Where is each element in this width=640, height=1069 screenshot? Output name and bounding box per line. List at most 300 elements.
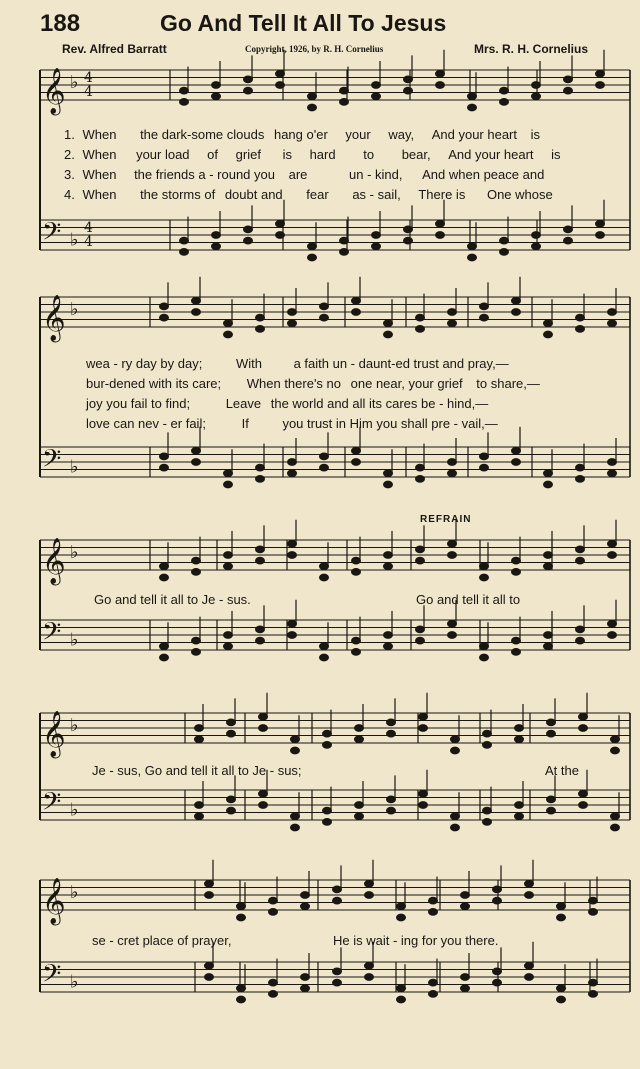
note-head	[493, 897, 502, 904]
note-head	[160, 464, 169, 471]
note-head	[532, 82, 541, 89]
note-head	[224, 320, 233, 327]
note-head	[384, 643, 393, 650]
note-head	[596, 220, 605, 227]
note-head	[259, 790, 268, 797]
note-head	[192, 637, 201, 644]
note-head	[320, 574, 329, 581]
note-head	[512, 648, 521, 655]
note-head	[480, 643, 489, 650]
flat-icon: ♭	[70, 229, 79, 251]
note-head	[429, 897, 438, 904]
note-head	[416, 314, 425, 321]
note-head	[448, 309, 457, 316]
note-head	[320, 314, 329, 321]
note-head	[419, 802, 428, 809]
verse-3-line-1: 3. When the friends a - round you are un - kind, And when peace and	[64, 167, 545, 182]
note-head	[515, 813, 524, 820]
note-head	[436, 220, 445, 227]
note-head	[301, 985, 310, 992]
note-head	[160, 303, 169, 310]
bass-clef-icon: 𝄢	[42, 217, 62, 253]
note-head	[308, 93, 317, 100]
note-head	[480, 574, 489, 581]
note-head	[611, 824, 620, 831]
note-head	[589, 908, 598, 915]
note-head	[333, 886, 342, 893]
note-head	[180, 98, 189, 105]
flat-icon: ♭	[70, 715, 79, 736]
note-head	[387, 730, 396, 737]
note-head	[237, 914, 246, 921]
note-head	[493, 968, 502, 975]
bass-clef-icon: 𝄢	[42, 959, 62, 995]
note-head	[288, 552, 297, 559]
note-head	[500, 98, 509, 105]
note-head	[259, 725, 268, 732]
note-head	[384, 470, 393, 477]
note-head	[547, 796, 556, 803]
note-head	[276, 70, 285, 77]
note-head	[372, 82, 381, 89]
verse-2-line-2: bur-dened with its care; When there's no one near, your grief to share,—	[86, 376, 540, 391]
note-head	[192, 309, 201, 316]
note-head	[448, 540, 457, 547]
note-head	[320, 643, 329, 650]
note-head	[256, 637, 265, 644]
note-head	[480, 453, 489, 460]
composer-credit: Mrs. R. H. Cornelius	[474, 42, 589, 56]
note-head	[352, 459, 361, 466]
verse-4-line-1: 4. When the storms of doubt and fear as - sail, There is One whose	[64, 187, 553, 202]
note-head	[448, 620, 457, 627]
note-head	[461, 903, 470, 910]
note-head	[448, 470, 457, 477]
note-head	[212, 232, 221, 239]
note-head	[461, 892, 470, 899]
note-head	[397, 985, 406, 992]
refrain-line-5: se - cret place of prayer,	[92, 933, 232, 948]
note-head	[436, 82, 445, 89]
note-head	[576, 626, 585, 633]
note-head	[340, 98, 349, 105]
note-head	[256, 314, 265, 321]
note-head	[192, 557, 201, 564]
note-head	[557, 996, 566, 1003]
note-head	[544, 470, 553, 477]
note-head	[404, 87, 413, 94]
note-head	[291, 813, 300, 820]
hymn-title: Go And Tell It All To Jesus	[160, 10, 447, 36]
note-head	[192, 568, 201, 575]
note-head	[576, 557, 585, 564]
note-head	[301, 974, 310, 981]
note-head	[397, 914, 406, 921]
refrain-line-1: Go and tell it all to Je - sus.	[94, 592, 251, 607]
note-head	[160, 654, 169, 661]
note-head	[547, 719, 556, 726]
note-head	[387, 719, 396, 726]
note-head	[224, 331, 233, 338]
note-head	[525, 892, 534, 899]
note-head	[480, 464, 489, 471]
refrain-line-2: Go and tell it all to	[416, 592, 521, 607]
note-head	[180, 87, 189, 94]
treble-clef-icon: 𝄞	[42, 68, 66, 114]
note-head	[205, 880, 214, 887]
note-head	[544, 643, 553, 650]
note-head	[436, 232, 445, 239]
note-head	[269, 990, 278, 997]
note-head	[468, 254, 477, 261]
note-head	[372, 93, 381, 100]
flat-icon: ♭	[70, 882, 79, 903]
note-head	[355, 802, 364, 809]
note-head	[576, 464, 585, 471]
note-head	[340, 248, 349, 255]
note-head	[468, 104, 477, 111]
note-head	[308, 254, 317, 261]
note-head	[515, 802, 524, 809]
note-head	[256, 475, 265, 482]
note-head	[429, 979, 438, 986]
note-head	[205, 892, 214, 899]
note-head	[579, 790, 588, 797]
note-head	[483, 741, 492, 748]
note-head	[269, 979, 278, 986]
verse-3-line-2: joy you fail to find; Leave the world and all its cares be - hind,—	[86, 396, 489, 411]
note-head	[608, 320, 617, 327]
note-head	[259, 802, 268, 809]
note-head	[384, 552, 393, 559]
note-head	[365, 892, 374, 899]
note-head	[180, 248, 189, 255]
note-head	[589, 979, 598, 986]
note-head	[416, 475, 425, 482]
note-head	[608, 470, 617, 477]
refrain-line-3: Je - sus, Go and tell it all to Je - sus;	[92, 763, 302, 778]
note-head	[397, 903, 406, 910]
note-head	[333, 968, 342, 975]
note-head	[276, 82, 285, 89]
note-head	[308, 104, 317, 111]
note-head	[288, 620, 297, 627]
note-head	[333, 897, 342, 904]
note-head	[269, 897, 278, 904]
note-head	[384, 331, 393, 338]
treble-clef-icon: 𝄞	[42, 538, 66, 584]
note-head	[557, 914, 566, 921]
note-head	[596, 232, 605, 239]
note-head	[195, 813, 204, 820]
note-head	[512, 459, 521, 466]
note-head	[160, 563, 169, 570]
note-head	[419, 713, 428, 720]
note-head	[576, 325, 585, 332]
note-head	[256, 464, 265, 471]
note-head	[288, 470, 297, 477]
note-head	[384, 481, 393, 488]
note-head	[532, 243, 541, 250]
time-signature: 4	[84, 70, 93, 86]
note-head	[512, 447, 521, 454]
note-head	[256, 325, 265, 332]
note-head	[237, 903, 246, 910]
note-head	[340, 87, 349, 94]
note-head	[301, 903, 310, 910]
note-head	[608, 459, 617, 466]
treble-clef-icon: 𝄞	[42, 878, 66, 924]
note-head	[451, 824, 460, 831]
note-head	[244, 237, 253, 244]
bass-clef-icon: 𝄢	[42, 617, 62, 653]
refrain-line-4: At the	[545, 763, 579, 778]
note-head	[544, 552, 553, 559]
note-head	[320, 563, 329, 570]
note-head	[468, 93, 477, 100]
note-head	[532, 232, 541, 239]
note-head	[308, 243, 317, 250]
note-head	[451, 736, 460, 743]
note-head	[323, 807, 332, 814]
note-head	[195, 736, 204, 743]
note-head	[397, 996, 406, 1003]
note-head	[212, 93, 221, 100]
note-head	[323, 741, 332, 748]
note-head	[269, 908, 278, 915]
note-head	[365, 962, 374, 969]
note-head	[224, 632, 233, 639]
note-head	[544, 481, 553, 488]
time-signature: 4	[84, 234, 93, 250]
time-signature: 4	[84, 220, 93, 236]
note-head	[525, 962, 534, 969]
note-head	[525, 880, 534, 887]
note-head	[576, 637, 585, 644]
note-head	[525, 974, 534, 981]
note-head	[291, 824, 300, 831]
note-head	[227, 730, 236, 737]
refrain-line-6: He is wait - ing for you there.	[333, 933, 499, 948]
note-head	[352, 447, 361, 454]
bass-clef-icon: 𝄢	[42, 444, 62, 480]
note-head	[160, 643, 169, 650]
note-head	[244, 76, 253, 83]
note-head	[384, 320, 393, 327]
note-head	[579, 725, 588, 732]
flat-icon: ♭	[70, 799, 79, 821]
note-head	[205, 962, 214, 969]
note-head	[404, 237, 413, 244]
note-head	[448, 552, 457, 559]
note-head	[224, 552, 233, 559]
note-head	[355, 813, 364, 820]
note-head	[237, 985, 246, 992]
verse-1-line-1: 1. When the dark-some clouds hang o'er your way, And your heart is	[64, 127, 541, 142]
note-head	[205, 974, 214, 981]
note-head	[544, 632, 553, 639]
note-head	[596, 70, 605, 77]
note-head	[372, 243, 381, 250]
note-head	[192, 648, 201, 655]
note-head	[288, 540, 297, 547]
note-head	[416, 557, 425, 564]
note-head	[320, 303, 329, 310]
note-head	[596, 82, 605, 89]
note-head	[352, 648, 361, 655]
flat-icon: ♭	[70, 629, 79, 651]
note-head	[611, 813, 620, 820]
note-head	[419, 790, 428, 797]
note-head	[352, 637, 361, 644]
note-head	[256, 626, 265, 633]
note-head	[288, 320, 297, 327]
note-head	[244, 226, 253, 233]
note-head	[212, 243, 221, 250]
note-head	[500, 87, 509, 94]
note-head	[160, 574, 169, 581]
note-head	[483, 807, 492, 814]
verse-4-line-2: love can nev - er fail; If you trust in Him you shall pre - vail,—	[86, 416, 498, 431]
note-head	[564, 76, 573, 83]
note-head	[512, 568, 521, 575]
note-head	[320, 453, 329, 460]
lyricist-credit: Rev. Alfred Barratt	[62, 42, 167, 56]
note-head	[387, 807, 396, 814]
note-head	[451, 747, 460, 754]
note-head	[429, 908, 438, 915]
note-head	[480, 654, 489, 661]
note-head	[557, 903, 566, 910]
note-head	[404, 226, 413, 233]
note-head	[480, 563, 489, 570]
note-head	[547, 730, 556, 737]
refrain-label: REFRAIN	[420, 514, 472, 525]
note-head	[355, 736, 364, 743]
note-head	[461, 974, 470, 981]
note-head	[288, 632, 297, 639]
verse-2-line-1: 2. When your load of grief is hard to bear, And your heart is	[64, 147, 561, 162]
note-head	[276, 232, 285, 239]
note-head	[387, 796, 396, 803]
note-head	[372, 232, 381, 239]
note-head	[493, 886, 502, 893]
note-head	[384, 563, 393, 570]
note-head	[160, 453, 169, 460]
note-head	[564, 87, 573, 94]
note-head	[333, 979, 342, 986]
note-head	[608, 552, 617, 559]
note-head	[352, 297, 361, 304]
note-head	[237, 996, 246, 1003]
note-head	[224, 563, 233, 570]
note-head	[480, 303, 489, 310]
note-head	[224, 643, 233, 650]
flat-icon: ♭	[70, 72, 79, 93]
note-head	[576, 475, 585, 482]
note-head	[483, 818, 492, 825]
note-head	[256, 546, 265, 553]
bass-clef-icon: 𝄢	[42, 787, 62, 823]
note-head	[512, 637, 521, 644]
note-head	[224, 470, 233, 477]
note-head	[352, 557, 361, 564]
note-head	[224, 481, 233, 488]
note-head	[512, 557, 521, 564]
note-head	[544, 563, 553, 570]
note-head	[352, 309, 361, 316]
note-head	[429, 990, 438, 997]
verse-1-line-2: wea - ry day by day; With a faith un - daunt-ed trust and pray,—	[86, 356, 509, 371]
note-head	[608, 632, 617, 639]
note-head	[320, 654, 329, 661]
note-head	[451, 813, 460, 820]
note-head	[493, 979, 502, 986]
note-head	[515, 736, 524, 743]
flat-icon: ♭	[70, 299, 79, 320]
note-head	[547, 807, 556, 814]
note-head	[461, 985, 470, 992]
note-head	[340, 237, 349, 244]
note-head	[576, 546, 585, 553]
copyright-notice: Copyright, 1926, by R. H. Cornelius	[245, 44, 384, 54]
flat-icon: ♭	[70, 971, 79, 993]
note-head	[608, 309, 617, 316]
note-head	[448, 320, 457, 327]
flat-icon: ♭	[70, 456, 79, 478]
note-head	[416, 464, 425, 471]
note-head	[301, 892, 310, 899]
note-head	[515, 725, 524, 732]
note-head	[227, 796, 236, 803]
note-head	[192, 447, 201, 454]
note-head	[320, 464, 329, 471]
note-head	[611, 736, 620, 743]
note-head	[608, 540, 617, 547]
note-head	[195, 725, 204, 732]
note-head	[448, 459, 457, 466]
note-head	[589, 990, 598, 997]
note-head	[365, 974, 374, 981]
note-head	[579, 713, 588, 720]
note-head	[480, 314, 489, 321]
treble-clef-icon: 𝄞	[42, 711, 66, 757]
note-head	[419, 725, 428, 732]
note-head	[416, 637, 425, 644]
note-head	[352, 568, 361, 575]
note-head	[384, 632, 393, 639]
note-head	[436, 70, 445, 77]
note-head	[192, 459, 201, 466]
note-head	[544, 320, 553, 327]
note-head	[608, 620, 617, 627]
note-head	[564, 226, 573, 233]
note-head	[557, 985, 566, 992]
note-head	[212, 82, 221, 89]
note-head	[468, 243, 477, 250]
note-head	[244, 87, 253, 94]
note-head	[355, 725, 364, 732]
note-head	[512, 297, 521, 304]
note-head	[192, 297, 201, 304]
note-head	[291, 736, 300, 743]
note-head	[259, 713, 268, 720]
note-head	[291, 747, 300, 754]
note-head	[564, 237, 573, 244]
note-head	[576, 314, 585, 321]
note-head	[323, 730, 332, 737]
hymn-number: 188	[40, 10, 81, 37]
